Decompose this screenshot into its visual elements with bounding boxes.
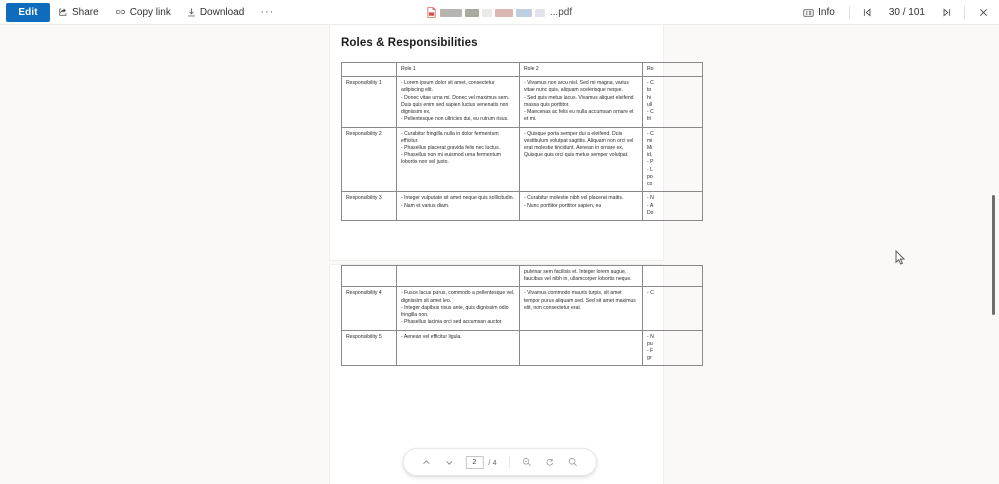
cell-line: - Fusce lacus purus, commodo a pellentesque vel, dignissim sit amet leo. [401, 290, 515, 304]
cell-line: pu [647, 340, 653, 347]
redacted-filename-block-5 [535, 9, 545, 17]
row-label: Responsibility 4 [342, 287, 397, 330]
cell-line: - Maecenas ac felis eu nulla accumsan ornare et et mi. [524, 109, 634, 123]
cell-line: - Phasellus placerat gravida felis nec luctus. [401, 144, 501, 151]
row-role-3-cell [643, 127, 703, 192]
copy-link-label: Copy link [129, 6, 171, 18]
row-role-2-cell [520, 127, 643, 192]
cell-line: - C [647, 80, 654, 87]
cell-line: - N [647, 195, 654, 202]
previous-page-button[interactable] [415, 452, 436, 473]
next-page-button[interactable] [438, 452, 459, 473]
pdf-page-1 [330, 25, 663, 260]
cell-line: Do [647, 209, 654, 216]
page-title: Roles & Responsibilities [341, 37, 478, 49]
cell-line: hi [647, 94, 651, 101]
row-role-3-cell [643, 192, 703, 221]
cell-line: - Lorem ipsum dolor sit amet, consectetur adipiscing elit. [401, 80, 495, 94]
cell-line: - C [647, 109, 654, 116]
table-row [342, 77, 703, 127]
previous-file-button[interactable] [856, 2, 880, 24]
cell-line: - Curabitur molestie nibh vel placerat mattis. [524, 195, 624, 202]
cell-line: - Pellentesque non ultricies dui, eu rutrum risus. [401, 116, 509, 123]
pdf-page-toolbar [402, 448, 596, 476]
download-icon [187, 7, 196, 18]
redacted-filename-block-3 [495, 9, 513, 17]
row-role-2-cell [520, 266, 643, 287]
copy-link-button[interactable] [107, 0, 179, 24]
table-row-continuation [342, 266, 703, 287]
cell-line: - Donec vitae urna mi. Donec vel maximus sem. Duis quis enim sed sapien luctus venenatis non dignissim ex. [401, 94, 510, 116]
row-role-1-cell [397, 77, 520, 127]
row-label: Responsibility 2 [342, 127, 397, 192]
info-icon [803, 8, 814, 18]
cell-line: id, [647, 152, 653, 159]
table-header-blank [342, 63, 397, 77]
toolbar-divider-1 [849, 6, 850, 19]
share-icon [58, 7, 68, 17]
roles-responsibilities-table-top [341, 62, 703, 221]
file-page-indicator: 30 / 101 [888, 7, 925, 18]
row-role-1-cell [397, 287, 520, 330]
page-total-label: / 4 [488, 457, 497, 467]
cell-line: - Integer dapibus risus ante, quis dignissim odio fringilla non. [401, 304, 509, 319]
cell-line: - C [647, 290, 654, 297]
cell-line: fri [647, 116, 652, 123]
cell-line: co [647, 181, 653, 188]
cell-line: - A [647, 202, 654, 209]
redacted-filename-block-1 [465, 9, 479, 17]
row-role-3-cell [643, 330, 703, 366]
table-header-role-2: Role 2 [520, 63, 643, 77]
cell-line: - Nam et varius diam. [401, 202, 450, 209]
next-file-button[interactable] [934, 2, 958, 24]
zoom-out-button[interactable] [517, 452, 538, 473]
share-button[interactable] [50, 0, 107, 24]
pill-divider [509, 456, 510, 468]
cell-line: - C [647, 130, 654, 137]
table-row [342, 127, 703, 192]
row-role-3-cell [643, 77, 703, 127]
table-row [342, 192, 703, 221]
more-commands-button[interactable]: ··· [260, 6, 275, 18]
cell-line: mi [647, 137, 653, 144]
info-label: Info [818, 7, 835, 18]
vertical-scrollbar[interactable] [989, 25, 999, 484]
row-role-1-cell [397, 192, 520, 221]
cell-line: - Integer vulputate sit amet neque quis sollicitudin. [401, 195, 514, 202]
row-role-1-cell [397, 330, 520, 366]
table-header-role-1: Role 1 [397, 63, 520, 77]
row-label: Responsibility 3 [342, 192, 397, 221]
row-role-3-cell [643, 266, 703, 287]
cell-line: - Phasellus non mi euismod urna fermentum lobortis non vel justo. [401, 152, 501, 166]
cell-line: to [647, 87, 652, 94]
row-label: Responsibility 1 [342, 77, 397, 127]
redacted-filename-block-4 [516, 9, 532, 17]
row-role-1-cell [397, 127, 520, 192]
file-name-extension: ...pdf [549, 7, 573, 18]
row-label [342, 266, 397, 287]
toolbar-divider-2 [964, 6, 965, 19]
cell-line: - Phasellus lacinia orci sed accumsan auctor. [401, 319, 503, 326]
page-number-input[interactable] [465, 456, 483, 469]
pdf-file-icon [427, 7, 436, 18]
download-label: Download [199, 6, 245, 18]
row-role-2-cell [520, 287, 643, 330]
cell-line: gr [647, 355, 652, 362]
redacted-filename-block-2 [482, 9, 492, 17]
cell-line: ull [647, 101, 653, 108]
cell-line: - Nunc porttitor porttitor sapien, eu [524, 202, 602, 209]
cell-line: - Vivamus commodo mauris turpis, sit amet tempor purus aliquam sed. Sed sit amet maximus elit, non consectetur erat. [524, 290, 636, 311]
roles-responsibilities-table-bottom [341, 265, 703, 366]
cell-line: po [647, 173, 653, 180]
share-label: Share [72, 6, 99, 18]
rotate-button[interactable] [540, 452, 561, 473]
row-label: Responsibility 5 [342, 330, 397, 366]
cell-line: - Vivamus non arcu nisl. Sed mi magna, varius vitae nunc quis, aliquam scelerisque neque. [524, 80, 629, 94]
vertical-scrollbar-thumb[interactable] [992, 195, 995, 315]
top-command-bar-left [0, 0, 282, 24]
cell-line: - Sed quis metus lacus. Vivamus aliquet eleifend massa quis porttitor. [524, 94, 634, 108]
table-header-row [342, 63, 703, 77]
redacted-filename-block-0 [440, 9, 462, 17]
file-name-redacted [440, 9, 545, 17]
download-button[interactable] [179, 0, 252, 24]
table-row [342, 330, 703, 366]
row-role-2-cell [520, 77, 643, 127]
info-button[interactable] [795, 0, 843, 25]
table-row [342, 287, 703, 330]
search-button[interactable] [563, 452, 584, 473]
cell-line: - L [647, 166, 653, 173]
link-icon [115, 7, 126, 17]
cell-line: - Quisque porta semper dui a eleifend. Duis vestibulum volutpat sagittis. Aliquam non orci vel erat molestie tincidunt. Aenean in ornare ex. Quisque quis orci quis metus semper volutpat. [524, 130, 634, 159]
top-command-bar [0, 0, 999, 25]
row-role-1-cell [397, 266, 520, 287]
cell-line: - F [647, 347, 654, 354]
row-role-2-cell [520, 192, 643, 221]
table-header-role-3: Ro [643, 63, 703, 77]
row-role-3-cell [643, 287, 703, 330]
edit-button[interactable]: Edit [6, 3, 50, 22]
cell-line: - Curabitur fringilla nulla in dolor fermentum efficitur. [401, 130, 499, 144]
cell-line: - N [647, 333, 654, 340]
close-button[interactable] [971, 2, 995, 24]
row-role-2-cell [520, 330, 643, 366]
pdf-viewer-canvas[interactable] [0, 25, 999, 484]
cell-line: pulvinar sem facilisis et. Integer lorem augue, faucibus vel nibh in, ullamcorper lobortis neque. [524, 269, 632, 283]
cell-line: - Aenean vel efficitur ligula. [401, 333, 462, 340]
cell-line: - P [647, 159, 654, 166]
top-command-bar-right [795, 0, 999, 25]
cell-line: Mi [647, 144, 653, 151]
